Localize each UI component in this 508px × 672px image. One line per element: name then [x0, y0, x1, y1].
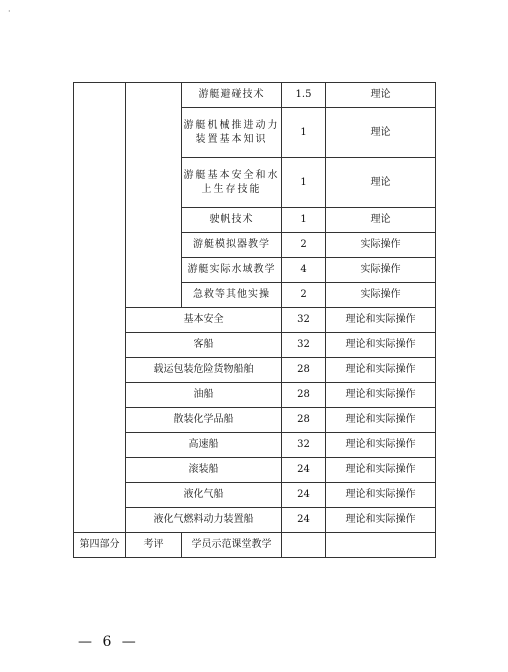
table-row: [74, 433, 436, 458]
course-type: 理论: [326, 158, 436, 208]
course-hours: 2: [282, 283, 326, 308]
course-hours: 2: [282, 233, 326, 258]
module-name: 高速船: [126, 433, 282, 458]
table-row: [74, 508, 436, 533]
module-name: 基本安全: [126, 308, 282, 333]
module-hours: 28: [282, 383, 326, 408]
course-type: 理论: [326, 83, 436, 108]
module-hours: 24: [282, 483, 326, 508]
table-row: [74, 383, 436, 408]
category-label: 考评: [126, 533, 182, 558]
table-row: [74, 533, 436, 558]
page-number: — 6 —: [78, 634, 139, 650]
module-type: 理论和实际操作: [326, 508, 436, 533]
corner-mark: ·: [8, 7, 11, 16]
course-hours: 1: [282, 108, 326, 158]
module-name: 液化气船: [126, 483, 282, 508]
course-type: 实际操作: [326, 233, 436, 258]
course-hours: 1.5: [282, 83, 326, 108]
module-name: 载运包装危险货物船舶: [126, 358, 282, 383]
course-name: 游艇避碰技术: [182, 83, 282, 108]
part-label: 第四部分: [74, 533, 126, 558]
table-row: [74, 483, 436, 508]
course-name: 游艇机械推进动力装置基本知识: [182, 108, 282, 158]
module-type: 理论和实际操作: [326, 433, 436, 458]
course-hours: 4: [282, 258, 326, 283]
table-row: [74, 333, 436, 358]
table-row: [74, 358, 436, 383]
course-type: 理论: [326, 108, 436, 158]
module-hours: 24: [282, 458, 326, 483]
course-hours: [282, 533, 326, 558]
table-row: [74, 458, 436, 483]
course-hours: 1: [282, 208, 326, 233]
module-type: 理论和实际操作: [326, 458, 436, 483]
module-hours: 32: [282, 333, 326, 358]
course-table: [73, 82, 436, 558]
category-cell-empty: [126, 83, 182, 308]
module-type: 理论和实际操作: [326, 333, 436, 358]
module-hours: 32: [282, 433, 326, 458]
module-type: 理论和实际操作: [326, 358, 436, 383]
course-type: [326, 533, 436, 558]
table-row: [74, 408, 436, 433]
course-type: 理论: [326, 208, 436, 233]
course-name: 驶帆技术: [182, 208, 282, 233]
table-row: [74, 308, 436, 333]
module-name: 散装化学品船: [126, 408, 282, 433]
course-name: 游艇实际水域教学: [182, 258, 282, 283]
course-hours: 1: [282, 158, 326, 208]
module-name: 滚装船: [126, 458, 282, 483]
course-type: 实际操作: [326, 258, 436, 283]
course-name: 游艇模拟器教学: [182, 233, 282, 258]
module-name: 客船: [126, 333, 282, 358]
module-type: 理论和实际操作: [326, 308, 436, 333]
module-type: 理论和实际操作: [326, 408, 436, 433]
module-type: 理论和实际操作: [326, 383, 436, 408]
module-hours: 24: [282, 508, 326, 533]
course-type: 实际操作: [326, 283, 436, 308]
module-hours: 28: [282, 358, 326, 383]
module-name: 液化气燃料动力装置船: [126, 508, 282, 533]
module-hours: 32: [282, 308, 326, 333]
module-hours: 28: [282, 408, 326, 433]
module-name: 油船: [126, 383, 282, 408]
table-row: [74, 83, 436, 108]
course-name: 学员示范课堂教学: [182, 533, 282, 558]
course-name: 游艇基本安全和水上生存技能: [182, 158, 282, 208]
part-cell-empty: [74, 83, 126, 533]
module-type: 理论和实际操作: [326, 483, 436, 508]
course-name: 急救等其他实操: [182, 283, 282, 308]
